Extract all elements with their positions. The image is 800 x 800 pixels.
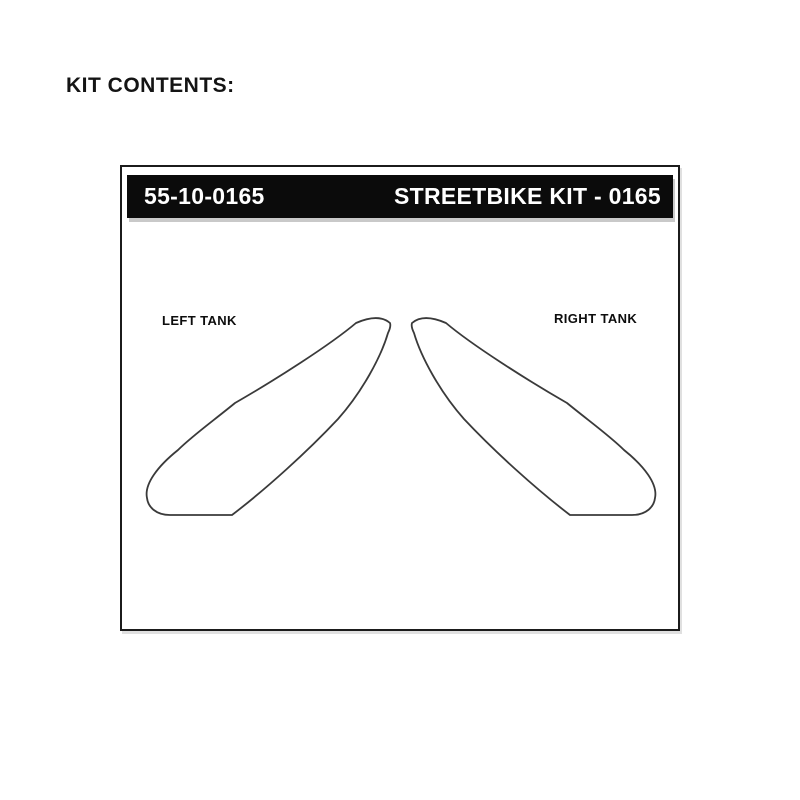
kit-name: STREETBIKE KIT - 0165: [393, 183, 661, 209]
page-title: KIT CONTENTS:: [66, 74, 235, 97]
right-tank-label: RIGHT TANK: [554, 311, 638, 326]
kit-header-bar: [127, 175, 673, 218]
left-tank-outline: [147, 318, 391, 515]
tank-pads-diagram: [122, 167, 678, 629]
part-number: 55-10-0165: [144, 183, 265, 209]
kit-contents-panel: [120, 165, 680, 631]
right-tank-outline: [412, 318, 656, 515]
left-tank-label: LEFT TANK: [162, 313, 237, 328]
